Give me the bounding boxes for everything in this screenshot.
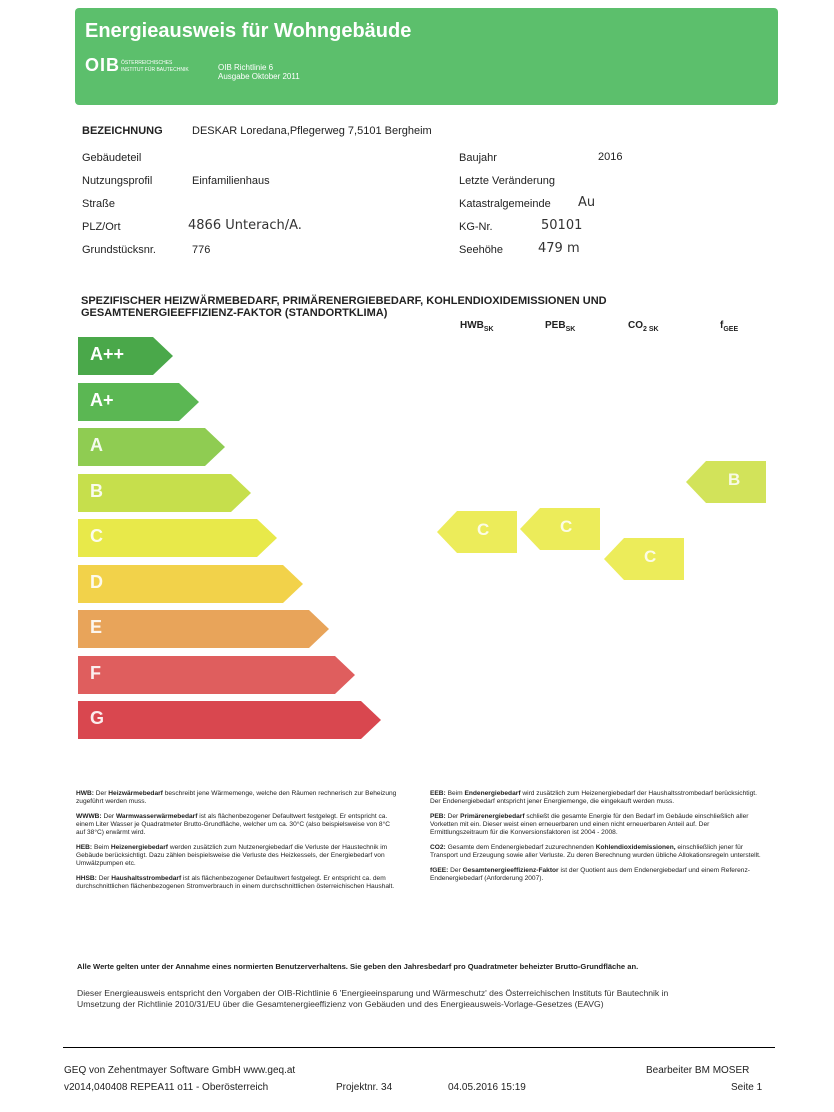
scale-bar-aplus	[78, 383, 199, 421]
rating-arrow-hwb	[437, 511, 517, 553]
scale-bar-label: A	[90, 435, 103, 455]
scale-bar-f	[78, 656, 355, 694]
logo-institute-line1: ÖSTERREICHISCHES	[121, 60, 173, 66]
scale-bar-shape	[78, 474, 251, 512]
bezeichnung-label: BEZEICHNUNG	[82, 125, 163, 137]
column-co2-sub: 2 SK	[643, 326, 659, 333]
section-title-line1: SPEZIFISCHER HEIZWÄRMEBEDARF, PRIMÄRENERGIEBEDARF, KOHLENDIOXIDEMISSIONEN UND	[81, 295, 607, 307]
scale-bar-label: A+	[90, 389, 114, 410]
plz-label: PLZ/Ort	[82, 221, 121, 233]
notes-right	[430, 790, 765, 883]
scale-bar-g	[78, 701, 381, 739]
normed-behaviour-statement: Alle Werte gelten unter der Annahme eines normierten Benutzerverhaltens. Sie geben den Jahresbedarf pro Quadratmeter beheizter Brutto-Grundfläche an.	[77, 962, 639, 971]
rating-arrow-fgee-shape	[686, 461, 766, 503]
scale-bar-b	[78, 474, 251, 512]
rating-fgee-label: B	[728, 470, 741, 489]
footer-version: v2014,040408 REPEA11 o11 - Oberösterreich	[64, 1082, 269, 1093]
logo-institute-line2: INSTITUT FÜR BAUTECHNIK	[121, 67, 189, 73]
note-fgee: fGEE: Der Gesamtenergieeffizienz-Faktor ist der Quotient aus dem Endenergiebedarf und einem Referenz-Endenergiebedarf (Anforderung 2007).	[430, 867, 750, 882]
kg-nr-value: 50101	[541, 218, 583, 233]
footer-projekt: Projektnr. 34	[336, 1082, 393, 1093]
column-peb	[545, 320, 575, 333]
scale-bar-shape	[78, 701, 381, 739]
note-hhsb: HHSB: Der Haushaltsstrombedarf ist als flächenbezogener Defaultwert festgelegt. Er entspricht ca. dem durchschnittlichen flächenbezogenen Stromverbrauch in einem durchschnittlichen österreichischen Haushalt.	[76, 875, 395, 890]
scale-bar-d	[78, 565, 303, 603]
rating-arrow-fgee	[686, 461, 766, 503]
notes-left	[76, 790, 398, 891]
scale-bar-label: C	[90, 526, 103, 546]
column-peb-label: PEB	[545, 320, 566, 331]
scale-bar-shape	[78, 565, 303, 603]
seehoehe-label: Seehöhe	[459, 244, 504, 256]
note-eeb: EEB: Beim Endenergiebedarf wird zusätzlich zum Heizenergiebedarf der Haushaltsstrombedarf berücksichtigt. Der Endenergiebedarf entspricht jener Energiemenge, die eingekauft werden muss.	[430, 790, 757, 805]
scale-bar-label: A++	[90, 344, 125, 364]
gebaeudeteil-label: Gebäudeteil	[82, 152, 142, 164]
column-fgee-sub: GEE	[723, 326, 739, 333]
page-title: Energieausweis für Wohngebäude	[85, 20, 412, 42]
footer-software: GEQ von Zehentmayer Software GmbH www.geq.at	[64, 1065, 296, 1076]
katastralgemeinde-value: Au	[578, 195, 596, 210]
footer-seite: Seite 1	[731, 1082, 763, 1093]
katastralgemeinde-label: Katastralgemeinde	[459, 198, 551, 210]
note-hwb: HWB: Der Heizwärmebedarf beschreibt jene Wärmemenge, welche den Räumen rechnerisch zur Beheizung zugeführt werden muss.	[76, 790, 397, 805]
scale-bar-shape	[78, 656, 355, 694]
column-peb-sub: SK	[565, 326, 576, 333]
logo-mark: OIB	[85, 55, 121, 75]
note-wwwb: WWWB: Der Warmwasserwärmebedarf ist als flächenbezogener Defaultwert festgelegt. Er entspricht ca. einem Liter Wasser je Quadratmeter Brutto-Grundfläche, welcher um ca. 30°C (also beispielsweise von 8°C auf 38°C) erwärmt wird.	[76, 813, 390, 836]
scale-bar-label: G	[90, 708, 105, 728]
grundstuecksnr-value: 776	[192, 244, 211, 256]
scale-bar-label: F	[90, 662, 101, 683]
column-co2-label: CO	[628, 320, 643, 331]
column-co2	[628, 320, 659, 333]
scale-bar-a	[78, 428, 225, 466]
header-banner	[75, 8, 778, 105]
scale-bar-shape	[78, 519, 277, 557]
oib-logo	[85, 55, 189, 76]
footer-divider	[63, 1047, 775, 1048]
column-hwb-sub: SK	[483, 326, 494, 333]
footer-datum: 04.05.2016 15:19	[448, 1082, 526, 1093]
note-co2: CO2: Gesamte dem Endenergiebedarf zuzurechnenden Kohlendioxidemissionen, einschließlich jener für Transport und Erzeugung sowie aller Verluste. Zu deren Berechnung wurden übliche Allokationsregeln unterstellt.	[430, 844, 761, 859]
rating-hwb-label: C	[477, 520, 490, 539]
letzte-veraenderung-label: Letzte Veränderung	[459, 175, 556, 187]
grundstuecksnr-label: Grundstücksnr.	[82, 244, 156, 256]
baujahr-value: 2016	[598, 151, 623, 163]
legal-statement-line1: Dieser Energieausweis entspricht den Vorgaben der OIB-Richtlinie 6 'Energieeinsparung und Wärmeschutz' des Österreichischen Instituts für Bautechnik in	[77, 988, 669, 998]
oib-guideline-line1: OIB Richtlinie 6	[218, 63, 274, 72]
column-hwb	[460, 320, 494, 333]
section-title-line2: GESAMTENERGIEEFFIZIENZ-FAKTOR (STANDORTKLIMA)	[81, 307, 388, 319]
scale-bar-e	[78, 610, 329, 648]
scale-bar-shape	[78, 610, 329, 648]
nutzungsprofil-value: Einfamilienhaus	[192, 175, 270, 187]
column-hwb-label: HWB	[460, 320, 484, 331]
rating-arrow-co2	[604, 538, 684, 580]
legal-statement-line2: Umsetzung der Richtlinie 2010/31/EU über die Gesamtenergieeffizienz von Gebäuden und des Energieausweis-Vorlage-Gesetzes (EAVG)	[77, 999, 604, 1009]
baujahr-label: Baujahr	[459, 152, 497, 164]
oib-guideline-line2: Ausgabe Oktober 2011	[218, 72, 300, 81]
strasse-label: Straße	[82, 198, 116, 210]
plz-value: 4866 Unterach/A.	[188, 218, 302, 233]
bezeichnung-value: DESKAR Loredana,Pflegerweg 7,5101 Bergheim	[192, 125, 432, 137]
rating-peb-label: C	[560, 517, 573, 536]
scale-bar-label: D	[90, 571, 103, 592]
note-heb: HEB: Beim Heizenergiebedarf werden zusätzlich zum Nutzenergiebedarf die Verluste der Haustechnik im Gebäude berücksichtigt. Dazu zählen beispielsweise die Verluste des Heizkessels, der Energiebedarf von Umwälzpumpen etc.	[76, 844, 388, 867]
footer-bearbeiter: Bearbeiter BM MOSER	[646, 1065, 750, 1076]
kg-nr-label: KG-Nr.	[459, 221, 493, 233]
section-title	[81, 295, 701, 319]
scale-bar-aplusplus	[78, 337, 173, 375]
legal-statement	[77, 988, 668, 1010]
note-peb: PEB: Der Primärenergiebedarf schließt die gesamte Energie für den Bedarf im Gebäude einschließlich aller Vorketten mit ein. Dieser weist einen erneuerbaren und einen nicht erneuerbaren Anteil auf. Der Ermittlungszeitraum für die Konversionsfaktoren ist 2004 - 2008.	[430, 813, 749, 836]
scale-bar-c	[78, 519, 277, 557]
seehoehe-value: 479 m	[538, 241, 580, 256]
rating-arrow-peb	[520, 508, 600, 550]
column-fgee	[720, 320, 738, 333]
column-fgee-label: f	[720, 320, 724, 331]
oib-guideline	[218, 63, 300, 81]
scale-bar-label: B	[90, 480, 103, 501]
rating-co2-label: C	[644, 547, 657, 566]
scale-bar-label: E	[90, 617, 103, 637]
nutzungsprofil-label: Nutzungsprofil	[82, 175, 153, 187]
